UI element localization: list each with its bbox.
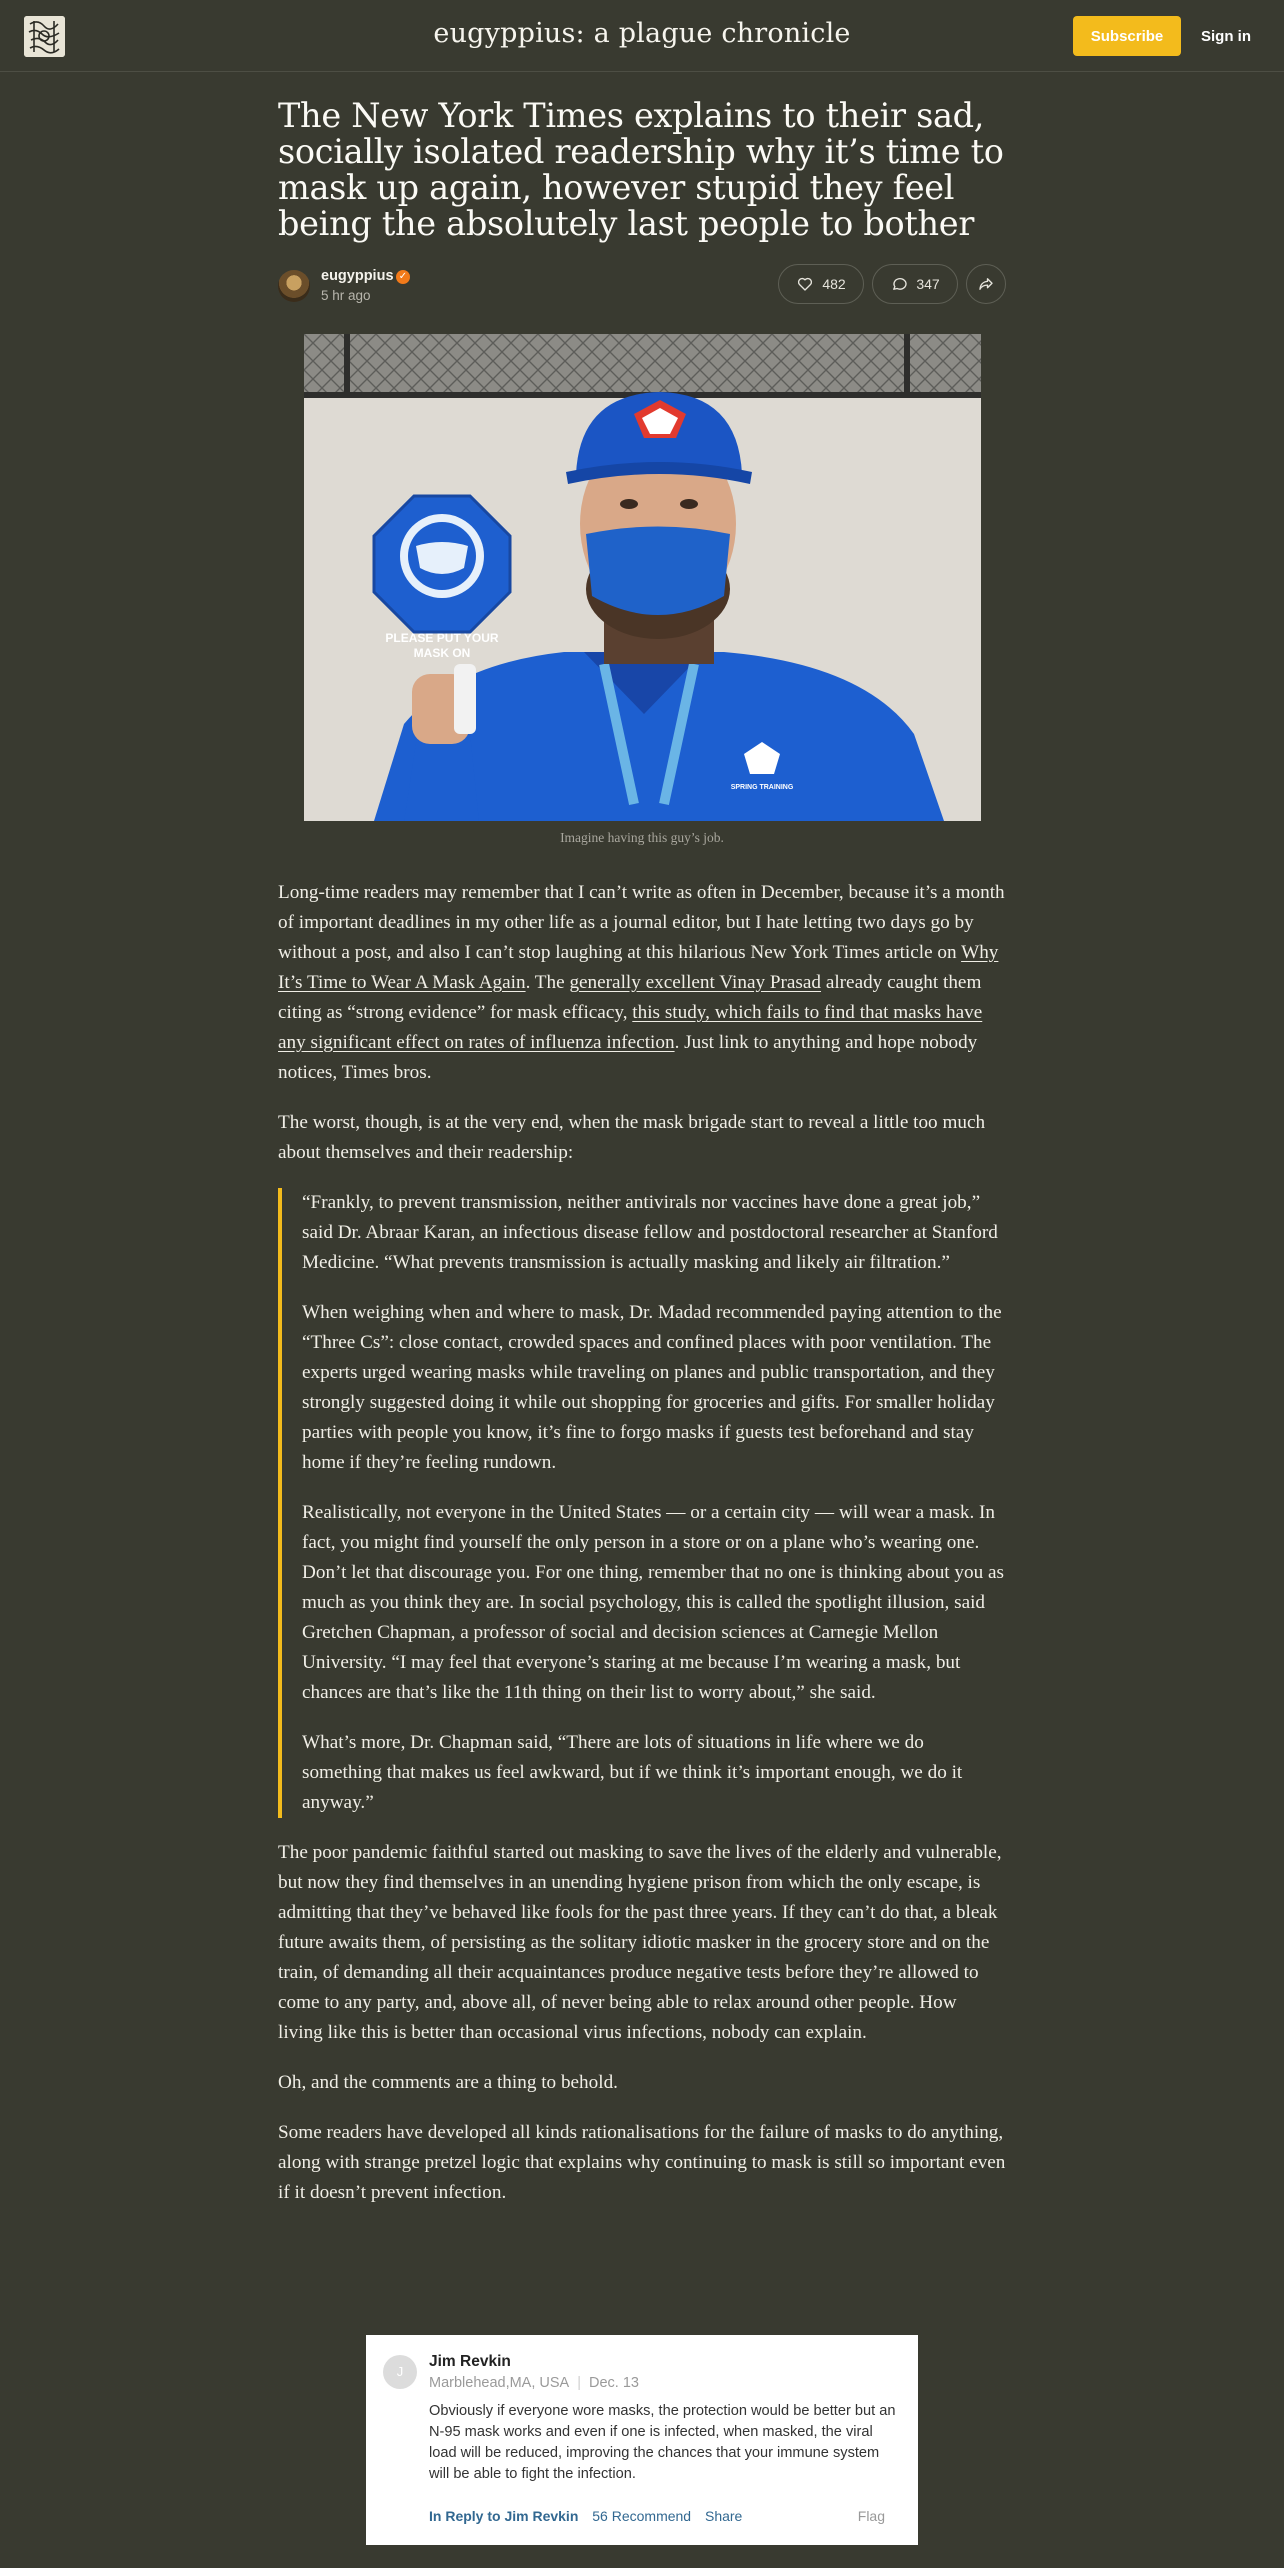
nyt-quote <box>278 1188 1006 1818</box>
comment-meta <box>429 2375 639 2391</box>
reply-link: In Reply to Jim Revkin <box>429 2508 579 2524</box>
comments-button[interactable] <box>872 264 958 304</box>
meta-divider: | <box>577 2375 582 2391</box>
paragraph-4: Oh, and the comments are a thing to behold. <box>278 2072 618 2093</box>
quote-paragraph-3: Realistically, not everyone in the United States — or a certain city — will wear a mask. In fact, you might find yourself the only person in a store or on a plane who’s wearing one. Don’t let that discourage you. For one thing, remember that no one is thinking about you as much as you think they are. In social psychology, this is called the spotlight illusion, said Gretchen Chapman, a professor of social and decision sciences at Carnegie Mellon University. “I may feel that everyone’s staring at me because I’m wearing a mask, but chances are that’s like the 11th thing on their list to worry about,” she said. <box>302 1502 1004 1703</box>
share-button[interactable] <box>966 264 1006 304</box>
author-name[interactable]: eugyppius <box>321 268 394 284</box>
flag-link: Flag <box>857 2508 885 2524</box>
shirt-text: SPRING TRAINING <box>730 784 794 791</box>
post-title: The New York Times explains to their sad, socially isolated readership why it’s time to mask up again, however stupid they feel being the absolutely last people to bother <box>278 96 1004 243</box>
quote-paragraph-2: When weighing when and where to mask, Dr. Madad recommended paying attention to the “Three Cs”: close contact, crowded spaces and confined places with poor ventilation. The experts urged wearing masks while traveling on planes and public transportation, and they strongly suggested doing it while out shopping for groceries and gifts. For smaller holiday parties with people you know, it’s fine to forgo masks if guests test beforehand and stay home if they’re feeling rundown. <box>302 1302 1002 1473</box>
paragraph-text: already caught them citing as “strong evidence” for mask efficacy, <box>278 972 982 1023</box>
top-bar <box>0 0 1284 72</box>
comment-count: 347 <box>916 276 940 292</box>
comment-bubble-icon <box>890 275 908 293</box>
link-nyt-article[interactable]: Why It’s Time to Wear A Mask Again <box>278 942 999 993</box>
paragraph-text: Long-time readers may remember that I can’t write as often in December, because it’s a month of important deadlines in my other life as a journal editor, but I hate letting two days go by without a post, and also I can’t stop laughing at this hilarious New York Times article on <box>278 882 1005 963</box>
paragraph-3: The poor pandemic faithful started out masking to save the lives of the elderly and vulnerable, but now they find themselves in an unending hygiene prison from which the only escape, is admitting that they’ve behaved like fools for the past three years. If they can’t do that, a bleak future awaits them, of persisting as the solitary idiotic masker in the grocery store and on the train, of demanding all their acquaintances produce negative tests before they’re allowed to come to any party, and, above all, of never being able to relax around other people. How living like this is better than occasional virus infections, nobody can explain. <box>278 1842 1002 2043</box>
image-caption: Imagine having this guy’s job. <box>560 830 724 845</box>
comment-date: Dec. 13 <box>589 2375 639 2391</box>
quote-paragraph-1: “Frankly, to prevent transmission, neither antivirals nor vaccines have done a great job,” said Dr. Abraar Karan, an infectious disease fellow and postdoctoral researcher at Stanford Medicine. “What prevents transmission is actually masking and likely air filtration.” <box>302 1192 998 1273</box>
like-button[interactable] <box>778 264 864 304</box>
subscribe-button[interactable]: Subscribe <box>1073 16 1181 56</box>
like-count: 482 <box>822 276 846 292</box>
recommend-link: 56 Recommend <box>592 2508 692 2524</box>
post-body <box>278 878 1006 2228</box>
share-arrow-icon <box>977 275 995 293</box>
paragraph-5: Some readers have developed all kinds rationalisations for the failure of masks to do anything, along with strange pretzel logic that explains why continuing to mask is still so important even if it doesn’t prevent infection. <box>278 2122 1006 2203</box>
comment-text: Obviously if everyone wore masks, the protection would be better but an N-95 mask works and even if one is infected, when masked, the viral load will be reduced, improving the chances that your immune system will be able to fight the infection. <box>429 2403 896 2482</box>
commenter-name: Jim Revkin <box>429 2353 511 2370</box>
comment-actions <box>429 2508 899 2524</box>
link-vinay-prasad[interactable]: generally excellent Vinay Prasad <box>569 972 822 993</box>
paragraph-text: . Just link to anything and hope nobody notices, Times bros. <box>278 1032 978 1083</box>
post-time: 5 hr ago <box>321 288 371 303</box>
share-link: Share <box>704 2508 743 2524</box>
quote-paragraph-4: What’s more, Dr. Chapman said, “There are lots of situations in life where we do something that makes us feel awkward, but if we think it’s important enough, we do it anyway.” <box>302 1732 963 1813</box>
link-influenza-study[interactable]: this study, which fails to find that masks have any significant effect on rates of influenza infection <box>278 1002 983 1053</box>
verified-badge-icon: ✓ <box>396 270 410 284</box>
sign-text-line-2: MASK ON <box>413 646 471 660</box>
sign-in-button[interactable]: Sign in <box>1196 16 1256 56</box>
author-avatar[interactable] <box>278 270 310 302</box>
hero-image[interactable] <box>304 334 981 821</box>
embedded-comment-image <box>366 2335 918 2545</box>
article <box>278 96 1006 2524</box>
heart-icon <box>796 275 814 293</box>
byline <box>278 264 1006 322</box>
paragraph-2: The worst, though, is at the very end, when the mask brigade start to reveal a little too much about themselves and their readership: <box>278 1112 986 1163</box>
sign-text-line-1: PLEASE PUT YOUR <box>385 631 499 645</box>
commenter-location: Marblehead,MA, USA <box>429 2375 570 2391</box>
paragraph-text: . The <box>525 972 570 993</box>
site-title[interactable]: eugyppius: a plague chronicle <box>433 18 851 49</box>
commenter-avatar: J <box>383 2355 417 2389</box>
paragraph-intro <box>278 878 1006 1088</box>
